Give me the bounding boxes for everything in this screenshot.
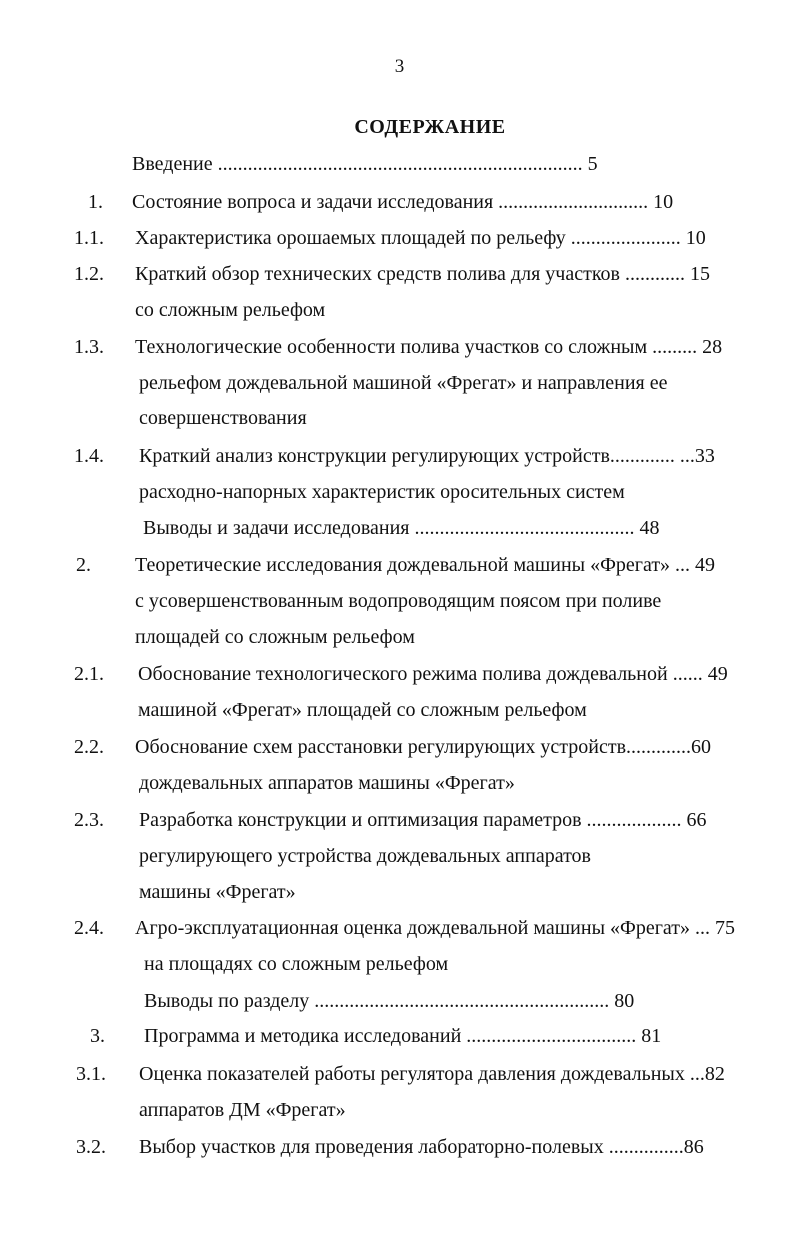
toc-entry-line: Обоснование схем расстановки регулирующих устройств.............60 [135, 736, 712, 758]
toc-number: 2.2. [74, 736, 104, 758]
toc-number: 1.4. [74, 445, 104, 467]
toc-entry-line: Выбор участков для проведения лабораторно-полевых ...............86 [139, 1136, 704, 1158]
toc-number: 1.1. [74, 227, 104, 249]
toc-number: 1. [88, 191, 103, 213]
toc-entry-line: со сложным рельефом [135, 299, 326, 321]
toc-entry-line: Выводы и задачи исследования ............................................ 48 [143, 517, 660, 539]
toc-entry-line: Обоснование технологического режима полива дождевальной ...... 49 [138, 663, 728, 685]
toc-entry-line: Оценка показателей работы регулятора давления дождевальных ...82 [139, 1063, 725, 1085]
toc-entry-line: Выводы по разделу ........................................................... 80 [144, 990, 635, 1012]
toc-entry-line: машиной «Фрегат» площадей со сложным рельефом [138, 699, 587, 721]
toc-entry-line: Характеристика орошаемых площадей по рельефу ...................... 10 [135, 227, 706, 249]
toc-entry-intro: Введение ......................................................................... 5 [132, 153, 598, 175]
toc-heading: СОДЕРЖАНИЕ [354, 116, 506, 138]
toc-entry-line: аппаратов ДМ «Фрегат» [139, 1099, 346, 1121]
toc-number: 3.2. [76, 1136, 106, 1158]
toc-entry-line: с усовершенствованным водопроводящим поясом при поливе [135, 590, 662, 612]
toc-entry-line: рельефом дождевальной машиной «Фрегат» и направления ее [139, 372, 668, 394]
toc-entry-line: регулирующего устройства дождевальных аппаратов [139, 845, 591, 867]
toc-entry-line: совершенствования [139, 407, 307, 429]
toc-entry-line: Краткий обзор технических средств полива для участков ............ 15 [135, 263, 710, 285]
toc-number: 2.4. [74, 917, 104, 939]
toc-entry-line: Краткий анализ конструкции регулирующих устройств............. ...33 [139, 445, 715, 467]
toc-number: 3.1. [76, 1063, 106, 1085]
toc-number: 2. [76, 554, 91, 576]
page-number: 3 [394, 56, 405, 77]
toc-entry-line: дождевальных аппаратов машины «Фрегат» [139, 772, 515, 794]
toc-entry-line: площадей со сложным рельефом [135, 626, 415, 648]
toc-entry-line: машины «Фрегат» [139, 881, 296, 903]
toc-number: 1.2. [74, 263, 104, 285]
toc-number: 3. [90, 1025, 105, 1047]
toc-entry-line: Агро-эксплуатационная оценка дождевальной машины «Фрегат» ... 75 [135, 917, 735, 939]
toc-entry-line: расходно-напорных характеристик оросительных систем [139, 481, 625, 503]
toc-entry-line: на площадях со сложным рельефом [144, 953, 449, 975]
toc-entry-line: Технологические особенности полива участков со сложным ......... 28 [135, 336, 723, 358]
toc-number: 1.3. [74, 336, 104, 358]
toc-entry-line: Теоретические исследования дождевальной машины «Фрегат» ... 49 [135, 554, 716, 576]
toc-number: 2.3. [74, 809, 104, 831]
toc-number: 2.1. [74, 663, 104, 685]
toc-entry-line: Разработка конструкции и оптимизация параметров ................... 66 [139, 809, 707, 831]
toc-entry-line: Программа и методика исследований .................................. 81 [144, 1025, 662, 1047]
toc-entry-line: Состояние вопроса и задачи исследования .............................. 10 [132, 191, 674, 213]
